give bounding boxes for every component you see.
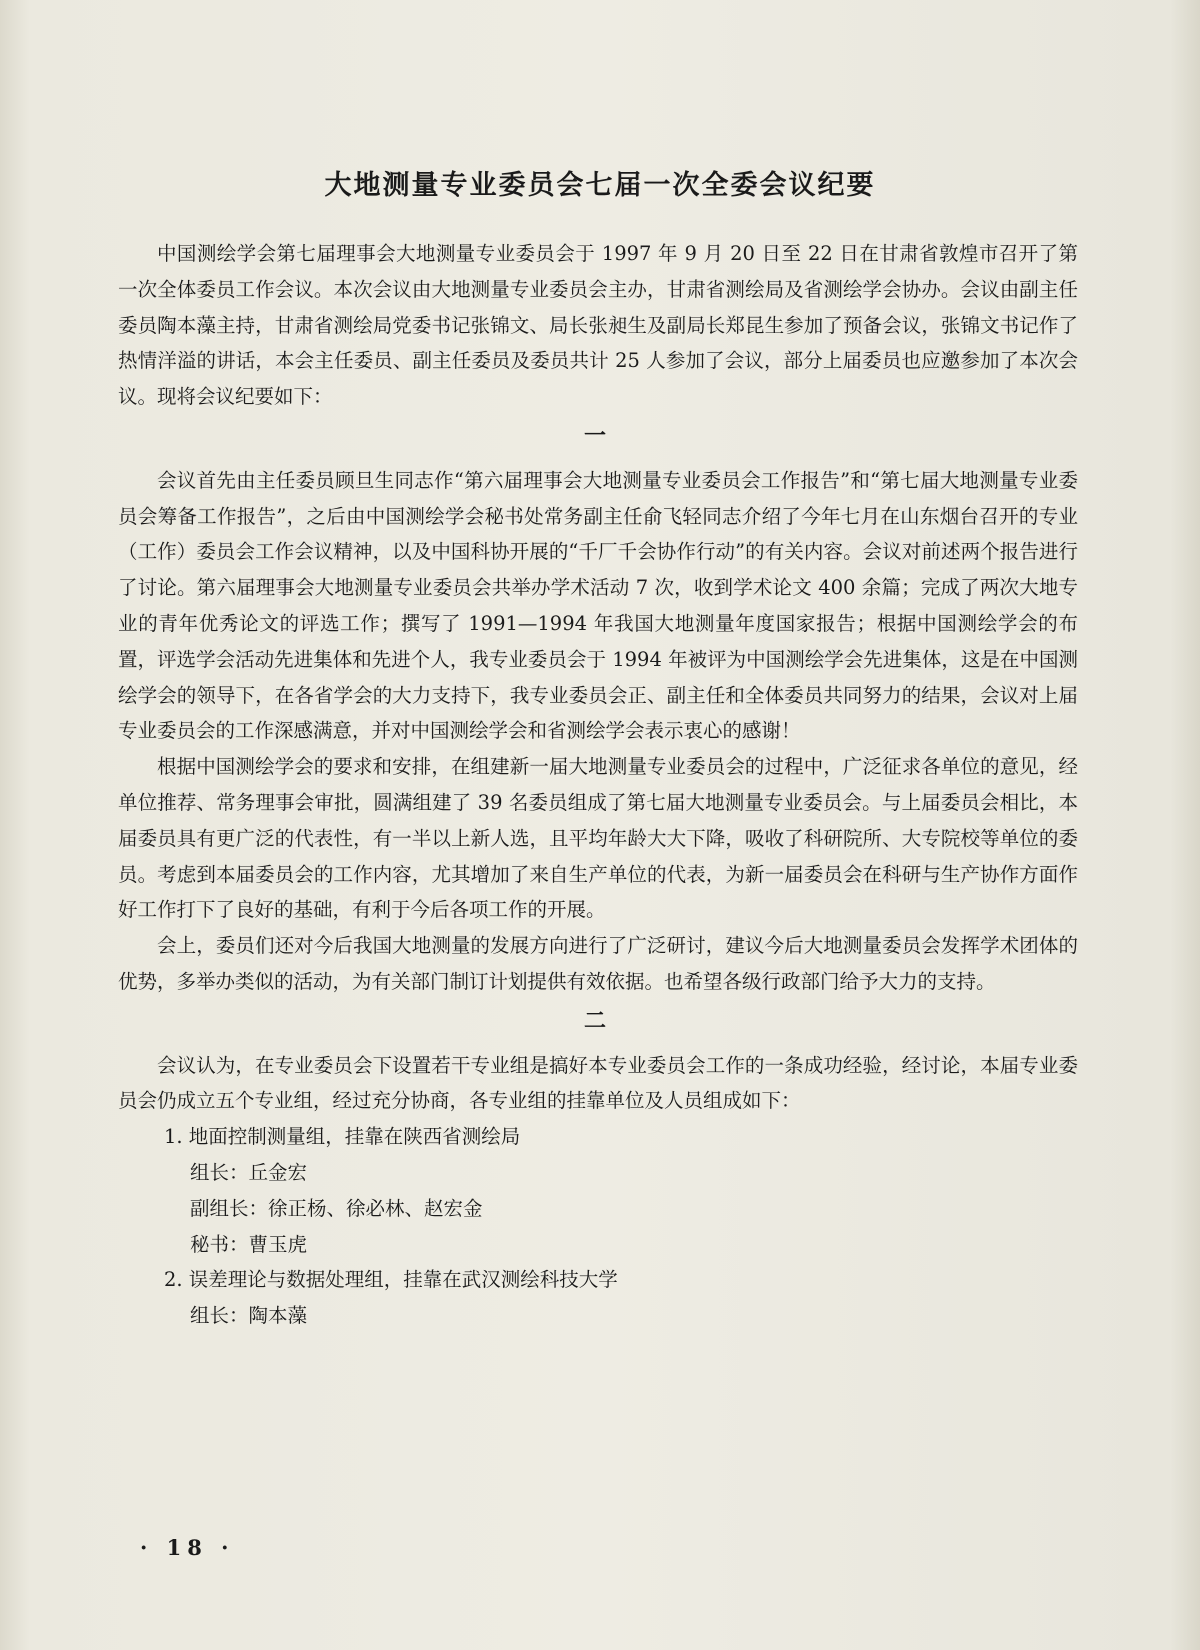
document-body	[118, 236, 1078, 1334]
group-1-secretary: 秘书：曹玉虎	[190, 1232, 308, 1256]
section-two-paragraph-1: 会议认为，在专业委员会下设置若干专业组是搞好本专业委员会工作的一条成功经验，经讨论，本届专业委员会仍成立五个专业组，经过充分协商，各专业组的挂靠单位及人员组成如下：	[118, 1053, 1078, 1113]
group-1-deputy: 副组长：徐正杨、徐必林、赵宏金	[190, 1196, 483, 1220]
group-2-leader: 组长：陶本藻	[190, 1304, 308, 1328]
section-heading-one: 一	[583, 422, 612, 449]
page-number: · 18 ·	[140, 1535, 235, 1560]
group-2-title: 2. 误差理论与数据处理组，挂靠在武汉测绘科技大学	[164, 1268, 618, 1292]
group-1-leader: 组长：丘金宏	[190, 1160, 308, 1184]
section-one-paragraph-2: 根据中国测绘学会的要求和安排，在组建新一届大地测量专业委员会的过程中，广泛征求各单位的意见，经单位推荐、常务理事会审批，圆满组建了 39 名委员组成了第七届大地测量专业委员会。与上届委员会相比，本届委员具有更广泛的代表性，有一半以上新人选，且平均年龄大大下降，吸收了科研院所、大专院校等单位的委员。考虑到本届委员会的工作内容，尤其增加了来自生产单位的代表，为新一届委员会在科研与生产协作方面作好工作打下了良好的基础，有利于今后各项工作的开展。	[118, 755, 1078, 922]
group-1-title: 1. 地面控制测量组，挂靠在陕西省测绘局	[164, 1125, 521, 1149]
document-title: 大地测量专业委员会七届一次全委会议纪要	[324, 170, 876, 201]
section-heading-two: 二	[583, 1007, 612, 1034]
section-one-paragraph-3: 会上，委员们还对今后我国大地测量的发展方向进行了广泛研讨，建议今后大地测量委员会发挥学术团体的优势，多举办类似的活动，为有关部门制订计划提供有效依据。也希望各级行政部门给予大力的支持。	[118, 934, 1078, 993]
intro-paragraph: 中国测绘学会第七届理事会大地测量专业委员会于 1997 年 9 月 20 日至 22 日在甘肃省敦煌市召开了第一次全体委员工作会议。本次会议由大地测量专业委员会主办，甘肃省测绘局及省测绘学会协办。会议由副主任委员陶本藻主持，甘肃省测绘局党委书记张锦文、局长张昶生及副局长郑昆生参加了预备会议，张锦文书记作了热情洋溢的讲话，本会主任委员、副主任委员及委员共计 25 人参加了会议，部分上届委员也应邀参加了本次会议。现将会议纪要如下：	[118, 242, 1078, 409]
section-one-paragraph-1: 会议首先由主任委员顾旦生同志作“第六届理事会大地测量专业委员会工作报告”和“第七届大地测量专业委员会筹备工作报告”，之后由中国测绘学会秘书处常务副主任俞飞轻同志介绍了今年七月在山东烟台召开的专业（工作）委员会工作会议精神，以及中国科协开展的“千厂千会协作行动”的有关内容。会议对前述两个报告进行了讨论。第六届理事会大地测量专业委员会共举办学术活动 7 次，收到学术论文 400 余篇；完成了两次大地专业的青年优秀论文的评选工作；撰写了 1991—1994 年我国大地测量年度国家报告；根据中国测绘学会的布置，评选学会活动先进集体和先进个人，我专业委员会于 1994 年被评为中国测绘学会先进集体，这是在中国测绘学会的领导下，在各省学会的大力支持下，我专业委员会正、副主任和全体委员共同努力的结果，会议对上届专业委员会的工作深感满意，并对中国测绘学会和省测绘学会表示衷心的感谢！	[118, 468, 1078, 743]
